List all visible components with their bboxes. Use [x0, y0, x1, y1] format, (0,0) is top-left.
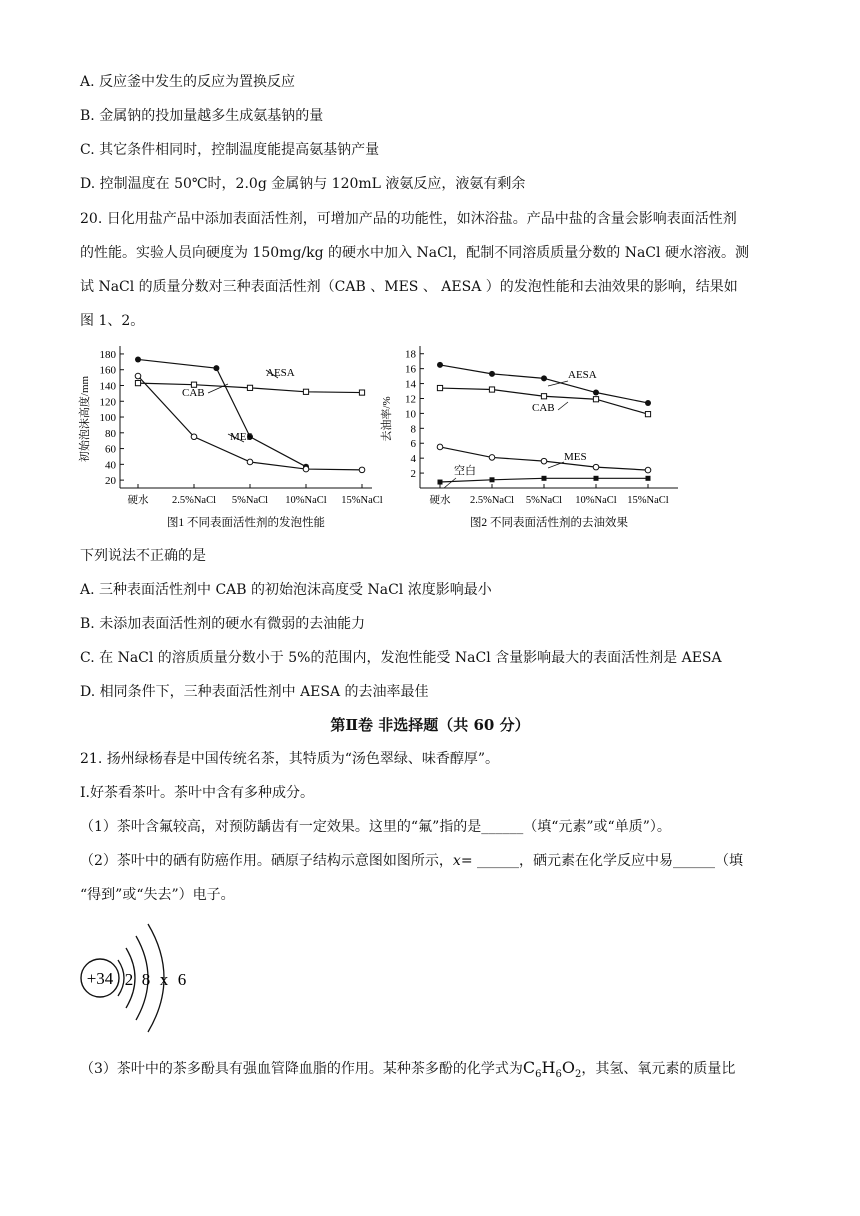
formula-h: H: [541, 1058, 556, 1077]
data-point-CAB: [541, 394, 546, 399]
y-tick-label: 4: [410, 453, 416, 466]
formula-o-sub: 2: [574, 1069, 582, 1081]
data-point-AESA: [489, 371, 495, 377]
tea-polyphenol-formula: [522, 1058, 582, 1081]
series-label-leader: [444, 478, 456, 488]
x-tick-label: 5%NaCl: [231, 495, 269, 506]
q21-sub3: [80, 1058, 735, 1085]
q20-option-c: C. 在 NaCl 的溶质质量分数小于 5%的范围内，发泡性能受 NaCl 含量影响最大的表面活性剂是 AESA: [80, 650, 722, 666]
y-tick-label: 160: [99, 364, 116, 377]
q19-option-b: B. 金属钠的投加量越多生成氨基钠的量: [80, 108, 324, 124]
data-point-空白: [490, 477, 495, 482]
foam-height-chart-svg: [78, 338, 383, 538]
series-label-CAB: CAB: [532, 402, 555, 414]
x-tick-label: 2.5%NaCl: [469, 495, 515, 506]
data-point-空白: [542, 476, 547, 481]
section-title: 第Ⅱ卷 非选择题（共 60 分）: [330, 716, 530, 734]
q20-stem-line2: 的性能。实验人员向硬度为 150mg/kg 的硬水中加入 NaCl，配制不同溶质质量分数的 NaCl 硬水溶液。测: [80, 245, 749, 261]
data-point-CAB: [135, 381, 140, 386]
x-tick-label: 硬水: [127, 495, 149, 506]
data-point-MES: [541, 458, 547, 464]
nucleus-charge: +34: [86, 969, 114, 988]
data-point-CAB: [359, 390, 364, 395]
y-tick-label: 14: [405, 378, 416, 391]
formula-c: C: [522, 1058, 536, 1077]
y-axis-label: 去油率/%: [381, 396, 393, 442]
q19-option-d: D. 控制温度在 50℃时，2.0g 金属钠与 120mL 液氨反应，液氨有剩余: [80, 176, 526, 192]
q20-option-b: B. 未添加表面活性剂的硬水有微弱的去油能力: [80, 616, 366, 632]
y-tick-label: 140: [99, 380, 116, 393]
data-point-AESA: [645, 400, 651, 406]
q20-stem-line4: 图 1、2。: [80, 313, 145, 329]
y-tick-label: 16: [405, 363, 416, 376]
x-tick-label: 10%NaCl: [575, 495, 617, 506]
q21-stem: 21. 扬州绿杨春是中国传统名茶，其特质为“汤色翠绿、味香醇厚”。: [80, 751, 500, 767]
data-point-MES: [303, 466, 309, 472]
y-tick-label: 60: [105, 443, 116, 456]
q21-part1: I.好茶看茶叶。茶叶中含有多种成分。: [80, 785, 314, 801]
data-point-MES: [135, 373, 141, 379]
data-point-CAB: [247, 385, 252, 390]
y-tick-label: 80: [105, 427, 116, 440]
x-tick-label: 10%NaCl: [285, 495, 327, 506]
data-point-AESA: [593, 390, 599, 396]
y-tick-label: 10: [405, 408, 416, 421]
data-point-AESA: [213, 365, 219, 371]
y-axis-label: 初始泡沫高度/mm: [79, 375, 91, 463]
y-tick-label: 40: [105, 459, 116, 472]
series-label-AESA: AESA: [266, 367, 295, 379]
y-tick-label: 18: [405, 348, 416, 361]
q20-stem-line3: 试 NaCl 的质量分数对三种表面活性剂（CAB 、MES 、 AESA ）的发泡性能和去油效果的影响，结果如: [80, 279, 738, 295]
q20-stem-line1: 20. 日化用盐产品中添加表面活性剂，可增加产品的功能性，如沐浴盐。产品中盐的含量会影响表面活性剂: [80, 211, 737, 227]
q19-option-a: A. 反应釜中发生的反应为置换反应: [80, 74, 296, 90]
y-tick-label: 8: [410, 423, 416, 436]
data-point-空白: [438, 480, 443, 485]
q21-sub2-text-a: （2）茶叶中的硒有防癌作用。硒原子结构示意图如图所示，: [80, 853, 453, 869]
data-point-空白: [646, 476, 651, 481]
q19-option-c: C. 其它条件相同时，控制温度能提高氨基钠产量: [80, 142, 380, 158]
q20-option-a: A. 三种表面活性剂中 CAB 的初始泡沫高度受 NaCl 浓度影响最小: [80, 582, 492, 598]
y-tick-label: 120: [99, 396, 116, 409]
formula-h-sub: 6: [555, 1069, 562, 1081]
q21-sub2-x: x: [452, 853, 461, 869]
shell-3-electrons: x: [159, 970, 169, 989]
data-point-MES: [247, 459, 253, 465]
data-point-CAB: [489, 387, 494, 392]
q21-sub3-text-b: ，其氢、氧元素的质量比: [581, 1061, 736, 1077]
y-tick-label: 12: [405, 393, 416, 406]
data-point-空白: [594, 476, 599, 481]
series-label-空白: 空白: [454, 465, 476, 477]
data-point-AESA: [135, 356, 141, 362]
data-point-CAB: [437, 385, 442, 390]
q21-sub2: [80, 851, 743, 871]
y-tick-label: 100: [99, 412, 116, 425]
x-tick-label: 15%NaCl: [627, 495, 669, 506]
x-tick-label: 5%NaCl: [525, 495, 563, 506]
q21-sub1: （1）茶叶含氟较高，对预防龋齿有一定效果。这里的“氟”指的是______（填“元素”或“单质”）。: [80, 819, 671, 835]
data-point-AESA: [541, 375, 547, 381]
y-tick-label: 6: [410, 438, 416, 451]
series-label-MES: MES: [230, 431, 253, 443]
x-tick-label: 2.5%NaCl: [171, 495, 217, 506]
y-tick-label: 2: [410, 468, 416, 481]
y-tick-label: 180: [99, 348, 116, 361]
oil-removal-chart-svg: [382, 338, 692, 538]
chart-title: 图2 不同表面活性剂的去油效果: [469, 517, 629, 529]
chart-title: 图1 不同表面活性剂的发泡性能: [166, 517, 326, 529]
data-point-AESA: [437, 362, 443, 368]
data-point-MES: [191, 434, 197, 440]
series-label-AESA: AESA: [568, 369, 597, 381]
x-tick-label: 硬水: [429, 495, 451, 506]
data-point-MES: [489, 455, 495, 461]
q21-sub2-continued: “得到”或“失去”）电子。: [80, 887, 235, 903]
x-tick-label: 15%NaCl: [341, 495, 383, 506]
figure-2-chart: [382, 338, 692, 542]
formula-c-sub: 6: [535, 1069, 542, 1081]
data-point-CAB: [645, 412, 650, 417]
shell-1-electrons: 2: [124, 970, 134, 989]
data-point-MES: [359, 467, 365, 473]
data-point-MES: [437, 444, 443, 450]
q20-prompt: 下列说法不正确的是: [80, 548, 206, 564]
q21-sub3-text-a: （3）茶叶中的茶多酚具有强血管降血脂的作用。某种茶多酚的化学式为: [80, 1061, 523, 1077]
data-point-MES: [645, 467, 651, 473]
data-point-CAB: [303, 389, 308, 394]
formula-o: O: [561, 1058, 575, 1077]
shell-2-electrons: 8: [141, 970, 151, 989]
series-label-leader: [558, 402, 568, 410]
series-label-CAB: CAB: [182, 387, 205, 399]
figure-1-chart: [78, 338, 383, 542]
y-tick-label: 20: [105, 475, 116, 488]
series-label-MES: MES: [564, 451, 587, 463]
selenium-atom-diagram: [78, 920, 208, 1039]
data-point-MES: [593, 464, 599, 470]
q20-option-d: D. 相同条件下，三种表面活性剂中 AESA 的去油率最佳: [80, 684, 429, 700]
q21-sub2-text-b: = ______，硒元素在化学反应中易______（填: [460, 853, 743, 869]
shell-4-electrons: 6: [177, 970, 187, 989]
data-point-CAB: [593, 397, 598, 402]
